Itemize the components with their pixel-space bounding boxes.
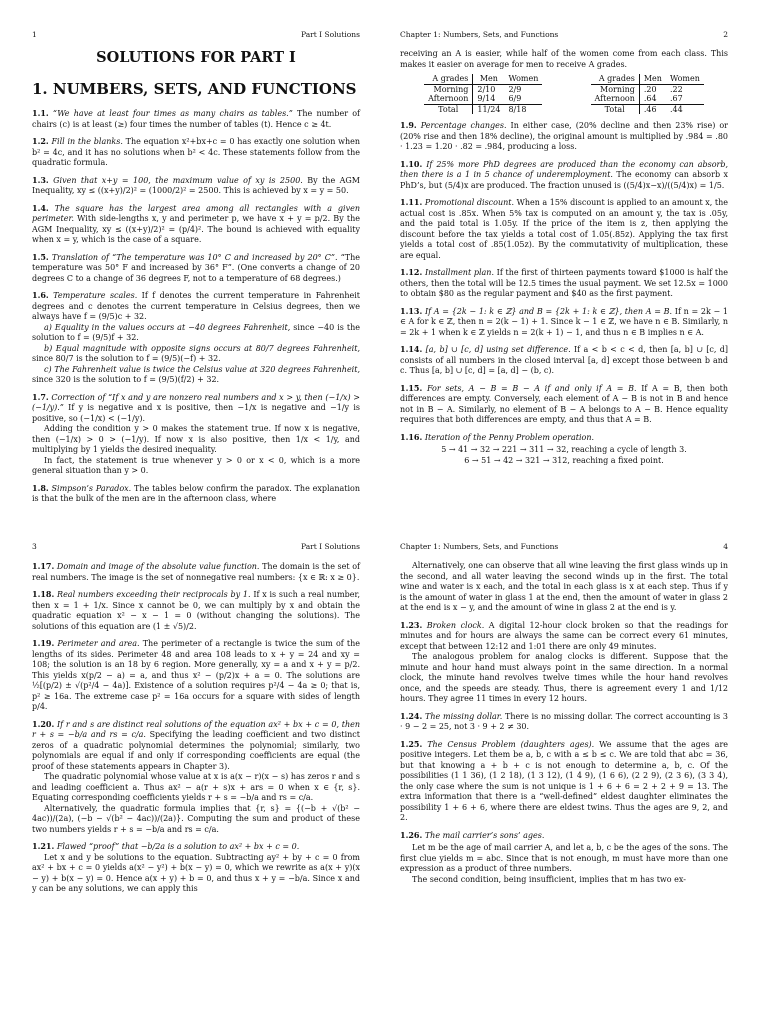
problem-heading: Perimeter and area. xyxy=(57,639,140,648)
problem-1-23-paragraph: The analogous problem for analog clocks is different. Suppose that the minute and hour hand must always point in the same direction. In a normal clock, the minute hand revolves twelve times while the hour hand revolves once, and the speeds are steady. Thus, there is agreement every 1 and 1/12 hours. They agree 11 times in every 12 hours. xyxy=(400,652,728,703)
page-header xyxy=(32,542,360,551)
problem-number: 1.1. xyxy=(32,108,49,118)
problem-number: 1.4. xyxy=(32,202,49,213)
problem-number: 1.11. xyxy=(400,197,423,207)
problem-1-2 xyxy=(32,136,360,169)
problem-1-13 xyxy=(400,306,728,339)
continued-text: Alternatively, one can observe that all wine leaving the first glass winds up in the second, and all water leaving the second winds up in the first. The total wine and water is x each, and the total in each glass is x at each step. Thus if y is the amount of water in glass 1 at the end, then the amount of water in glass 2 at the end is x − y, and the amount of wine in glass 2 at the end is y. xyxy=(400,561,728,612)
running-head: Chapter 1: Numbers, Sets, and Functions xyxy=(400,30,559,39)
part-title: SOLUTIONS FOR PART I xyxy=(96,49,296,66)
problem-1-12 xyxy=(400,267,728,300)
problem-number: 1.9. xyxy=(400,120,417,130)
problem-1-24 xyxy=(400,711,728,733)
problem-1-14 xyxy=(400,344,728,377)
problem-1-16 xyxy=(400,432,728,444)
page-number: 1 xyxy=(32,30,37,39)
problem-text: When a 15% discount is applied to an amount x, the actual cost is .85x. When 5% tax is computed on an amount y, the tax is .05y, and the paid total is 1.05y. If the price of the item is z, then applying the discount before the tax yields a total cost of 1.05(.85z). Applying the tax first yields a total cost of .85(1.05z). By the commutativity of multiplication, these are equal. xyxy=(400,198,729,260)
problem-1-20-paragraph: Alternatively, the quadratic formula implies that {r, s} = {(−b + √(b² − 4ac))/(2a), (−b − √(b² − 4ac))/(2a)}. Computing the sum and product of these two numbers yields r + s = −b/a and rs = c/a. xyxy=(32,803,360,834)
problem-number: 1.12. xyxy=(400,267,423,277)
page-3 xyxy=(0,512,384,1024)
problem-1-26 xyxy=(400,830,728,842)
problem-1-20-paragraph: The quadratic polynomial whose value at x is a(x − r)(x − s) has zeros r and s and leading coefficient a. Thus ax² − a(r + s)x + ars = 0 when x ∈ {r, s}. Equating corresponding coefficients yields r + s = −b/a and rs = c/a. xyxy=(32,772,360,802)
page-header xyxy=(400,542,728,551)
problem-1-25 xyxy=(400,739,728,824)
grades-table-decimals: A grades Men Women Morning .20 .22 Afternoon .64 .67 Total .46 .44 xyxy=(591,74,704,114)
sequence-line: 6 → 51 → 42 → 321 → 312, reaching a fixed point. xyxy=(464,455,664,465)
page-number: 4 xyxy=(723,542,728,551)
problem-number: 1.21. xyxy=(32,841,55,851)
problem-1-7 xyxy=(32,392,360,425)
problem-heading: Promotional discount. xyxy=(424,198,515,207)
problem-1-26-paragraph: The second condition, being insufficient, implies that m has two ex- xyxy=(412,874,686,884)
page-4 xyxy=(384,512,768,1024)
problem-heading: The Census Problem (daughters ages). xyxy=(427,739,595,749)
problem-heading: Percentage changes. xyxy=(420,121,507,130)
problem-text: In either case, (20% decline and then 23% rise) or (20% rise and then 18% decline), the original amount is multiplied by .984 = .80 · 1.23 = 1.20 · .82 = .984, producing a loss. xyxy=(400,121,729,151)
problem-heading: Iteration of the Penny Problem operation. xyxy=(424,432,595,442)
page-header xyxy=(32,30,360,39)
problem-1-11 xyxy=(400,197,728,261)
problem-heading: If r and s are distinct real solutions of the equation ax² + bx + c = 0, then r + s = −b/a and rs = c/a. xyxy=(32,719,360,739)
running-head: Part I Solutions xyxy=(300,30,360,39)
problem-1-6-part-b: b) Equal magnitude with opposite signs occurs at 80/7 degrees Fahrenheit, since 80/7 is the solution to f = (9/5)(−f) + 32. xyxy=(32,343,360,363)
problem-text: The equation x²+bx+c = 0 has exactly one solution when b² = 4c, and it has no solutions when b² < 4c. These statements follow from the quadratic formula. xyxy=(32,137,361,167)
page-1 xyxy=(0,0,384,512)
problem-number: 1.16. xyxy=(400,431,423,442)
problem-1-18 xyxy=(32,589,360,632)
problem-text: If f denotes the current temperature in Fahrenheit degrees and c denotes the current temperature in Celsius degrees, then we always have f = (9/5)c + 32. xyxy=(32,291,361,321)
page-2 xyxy=(384,0,768,512)
running-head: Part I Solutions xyxy=(300,542,360,551)
problem-1-4 xyxy=(32,203,360,246)
problem-1-7-paragraph: Adding the condition y > 0 makes the statement true. If now x is negative, then (−1/x) > 0 > (−1/y). If now x is also positive, then 1/x < 1/y, and multiplying by 1 yields the desired inequality. xyxy=(32,424,360,454)
problem-heading: Simpson’s Paradox. xyxy=(51,483,132,493)
problem-number: 1.24. xyxy=(400,710,423,721)
problem-1-19 xyxy=(32,638,360,713)
problem-1-17 xyxy=(32,561,360,583)
problem-1-23 xyxy=(400,620,728,653)
problem-heading: If 25% more PhD degrees are produced than the economy can absorb, then there is a 1 in 5 chance of underemployment. xyxy=(400,159,728,179)
problem-heading: The mail carrier’s sons’ ages. xyxy=(424,830,545,840)
problem-text: The domain is the set of real numbers. The image is the set of nonnegative real numbers: {x ∈ ℝ: x ≥ 0}. xyxy=(32,562,360,582)
problem-heading: Broken clock. xyxy=(426,620,485,630)
problem-1-15 xyxy=(400,383,728,426)
problem-heading: [a, b] ∪ [c, d] using set difference. xyxy=(425,345,571,354)
problem-1-21 xyxy=(32,841,360,853)
problem-text: The number of chairs (c) is at least (≥) four times the number of tables (t). Hence c ≥ 4t. xyxy=(32,109,360,129)
problem-1-1 xyxy=(32,108,360,130)
problem-1-5 xyxy=(32,252,360,285)
problem-number: 1.3. xyxy=(32,174,49,185)
page-number: 2 xyxy=(723,30,728,39)
problem-number: 1.7. xyxy=(32,391,49,402)
grades-table-fractions: A grades Men Women Morning 2/10 2/9 Afternoon 9/14 6/9 Total 11/24 8/18 xyxy=(424,74,542,114)
problem-number: 1.20. xyxy=(32,718,55,729)
problem-text: Specifying the leading coefficient and two distinct zeros of a quadratic polynomial determines the polynomial; similarly, two polynomials are equal if and only if corresponding coefficients are equal (the proof of these statements appears in Chapter 3). xyxy=(32,730,360,771)
problem-number: 1.8. xyxy=(32,482,49,493)
problem-number: 1.5. xyxy=(32,251,49,262)
problem-text: If n = 2k − 1 ∈ A for k ∈ ℤ, then n = 2(k − 1) + 1. Since k − 1 ∈ ℤ, we have n ∈ B. Similarly, n = 2k + 1 when k ∈ ℤ yields n = 2(k + 1) − 1, and thus n ∈ B implies n ∈ A. xyxy=(400,306,728,337)
problem-text: The tables below confirm the paradox. The explanation is that the bulk of the men are in the afternoon class, where xyxy=(32,483,360,503)
problem-1-6-part-c: c) The Fahrenheit value is twice the Celsius value at 320 degrees Fahrenheit, since 320 is the solution to f = (9/5)(f/2) + 32. xyxy=(32,364,360,384)
problem-text: A digital 12-hour clock broken so that the readings for minutes and for hours are always the same can be correct every 61 minutes, except that between 12:12 and 1:01 there are only 49 minutes. xyxy=(400,620,728,651)
problem-1-3 xyxy=(32,175,360,197)
problem-heading: Temperature scales. xyxy=(53,291,138,300)
problem-heading: Domain and image of the absolute value function. xyxy=(56,562,260,571)
problem-heading: For sets, A − B = B − A if and only if A = B. xyxy=(426,383,637,393)
chapter-title: 1. NUMBERS, SETS, AND FUNCTIONS xyxy=(32,80,357,98)
problem-text: There is no missing dollar. The correct accounting is 3 · 9 − 2 = 25, not 3 · 9 + 2 ≠ 30. xyxy=(400,711,729,731)
problem-text: If a < b < c < d, then [a, b] ∪ [c, d] consists of all numbers in the closed interval [a, d] except those between b and c. Thus [a, b] ∪ [c, d] = [a, d] − (b, c). xyxy=(400,345,729,375)
problem-text: We assume that the ages are positive integers. Let them be a, b, c with a ≤ b ≤ c. We are told that abc = 36, but that knowing a + b + c is not enough to determine a, b, c. Of the possibilities (1 1 36), (1 2 18), (1 3 12), (1 4 9), (1 6 6), (2 2 9), (2 3 6), (3 3 4), the only case where the sum is not unique is 1 + 6 + 6 = 2 + 2 + 9 = 13. The extra information that there is a “well-defined” eldest daughter eliminates the possibility 1 + 6 + 6, where there are eldest twins. Thus the ages are 9, 2, and 2. xyxy=(400,739,729,822)
sequence-line: 5 → 41 → 32 → 221 → 311 → 32, reaching a cycle of length 3. xyxy=(441,445,687,454)
problem-number: 1.2. xyxy=(32,136,49,146)
problem-1-21-paragraph: Let x and y be solutions to the equation. Subtracting ay² + by + c = 0 from ax² + bx + c = 0 yields a(x² − y²) + b(x − y) = 0, which we rewrite as a(x + y)(x − y) + b(x − y) = 0. Hence a(x + y) + b = 0, and thus x + y = −b/a. Since x and y can be any solutions, we can apply this xyxy=(32,852,360,893)
problem-1-9 xyxy=(400,120,728,153)
problem-number: 1.15. xyxy=(400,382,423,393)
problem-1-6 xyxy=(32,290,360,323)
problem-number: 1.13. xyxy=(400,305,423,316)
problem-text: If the first of thirteen payments toward $1000 is half the others, then the total will be 12.5 times the usual payment. We set 12.5x = 1000 to obtain $80 as the regular payment and $40 as the first payment. xyxy=(400,268,728,298)
problem-heading: “We have at least four times as many chairs as tables.” xyxy=(52,109,293,118)
problem-number: 1.10. xyxy=(400,158,423,169)
problem-number: 1.26. xyxy=(400,829,423,840)
page-number: 3 xyxy=(32,542,37,551)
problem-1-26-paragraph: Let m be the age of mail carrier A, and let a, b, c be the ages of the sons. The first clue yields m = abc. Since that is not enough, m must have more than one expression as a product of three numbers. xyxy=(400,843,728,873)
problem-heading: If A = {2k − 1: k ∈ ℤ} and B = {2k + 1: k ∈ ℤ}, then A = B. xyxy=(424,306,673,316)
problem-number: 1.14. xyxy=(400,344,423,354)
problem-heading: Translation of “The temperature was 10° C and increased by 20° C”. xyxy=(51,252,338,262)
problem-text: The perimeter of a rectangle is twice the sum of the lengths of its sides. Perimeter 48 and area 108 leads to x + y = 24 and xy = 108; the solution is an 18 by 6 region. More generally, xy = a and x + y = p/2. This yields x(p/2 − a) = a, and thus x² − (p/2)x + a = 0. The solutions are ½[(p/2) ± √(p²/4 − 4a)]. Existence of a solution requires p²/4 − 4a ≥ 0; that is, p² ≥ 16a. The extreme case p² = 16a occurs for a square with sides of length p/4. xyxy=(32,639,360,711)
problem-1-8 xyxy=(32,483,360,505)
problem-text: If x is such a real number, then x = 1 + 1/x. Since x cannot be 0, we can multiply by x and obtain the quadratic equation x² − x − 1 = 0 (without changing the solutions). The solutions of this equation are (1 ± √5)/2. xyxy=(32,590,360,631)
problem-number: 1.23. xyxy=(400,619,423,630)
problem-text: “The temperature was 50° F and increased by 36° F”. (One converts a change of 20 degrees C to a change of 36 degrees F, not to a temperature of 68 degrees.) xyxy=(32,252,360,283)
continued-text: receiving an A is easier, while half of the women come from each class. This makes it easier on average for men to receive A grades. xyxy=(400,49,728,69)
problem-number: 1.18. xyxy=(32,589,55,599)
problem-text: The economy can absorb x PhD’s, but (5/4)x are produced. The fraction unused is ((5/4)x−x)/((5/4)x) = 1/5. xyxy=(400,170,728,190)
simpson-tables xyxy=(400,74,728,114)
running-head: Chapter 1: Numbers, Sets, and Functions xyxy=(400,542,559,551)
problem-number: 1.25. xyxy=(400,738,423,749)
problem-number: 1.17. xyxy=(32,561,55,571)
problem-number: 1.6. xyxy=(32,290,49,300)
problem-text: With side-lengths x, y and perimeter p, we have x + y = p/2. By the AGM Inequality, xy ≤ ((x+y)/2)² = (p/4)². The bound is achieved with equality when x = y, which is the case of a square. xyxy=(32,214,360,244)
problem-1-10 xyxy=(400,159,728,192)
problem-heading: Real numbers exceeding their reciprocals by 1. xyxy=(57,590,251,599)
problem-1-6-part-a: a) Equality in the values occurs at −40 degrees Fahrenheit, since −40 is the solution to f = (9/5)f + 32. xyxy=(32,322,361,342)
problem-heading: The missing dollar. xyxy=(425,711,503,721)
problem-1-20 xyxy=(32,719,360,773)
problem-heading: Given that x+y = 100, the maximum value of xy is 2500. xyxy=(53,175,303,185)
problem-heading: Fill in the blanks. xyxy=(51,137,123,146)
problem-heading: The square has the largest area among all rectangles with a given perimeter. xyxy=(32,203,360,223)
problem-text: If A = B, then both differences are empty. Conversely, each element of A − B is not in B and hence not in B − A. Similarly, no element of B − A belongs to A − B. Hence equality requires that both differences are empty, and thus that A = B. xyxy=(400,383,729,424)
problem-number: 1.19. xyxy=(32,638,55,648)
problem-text: If y is negative and x is positive, then −1/x is negative and −1/y is positive, so (−1/x) < (−1/y). xyxy=(32,403,360,423)
page-header xyxy=(400,30,728,39)
problem-heading: Installment plan. xyxy=(424,268,494,277)
problem-heading: Flawed “proof” that −b/2a is a solution to ax² + bx + c = 0. xyxy=(56,842,300,851)
problem-text: By the AGM Inequality, xy ≤ ((x+y)/2)² = (1000/2)² = 2500. This is achieved by x = y = 50. xyxy=(32,175,360,195)
problem-1-7-paragraph: In fact, the statement is true whenever y > 0 or x < 0, which is a more general situation than y > 0. xyxy=(32,455,360,475)
problem-heading: Correction of “If x and y are nonzero real numbers and x > y, then (−1/x) > (−1/y).” xyxy=(32,392,360,412)
